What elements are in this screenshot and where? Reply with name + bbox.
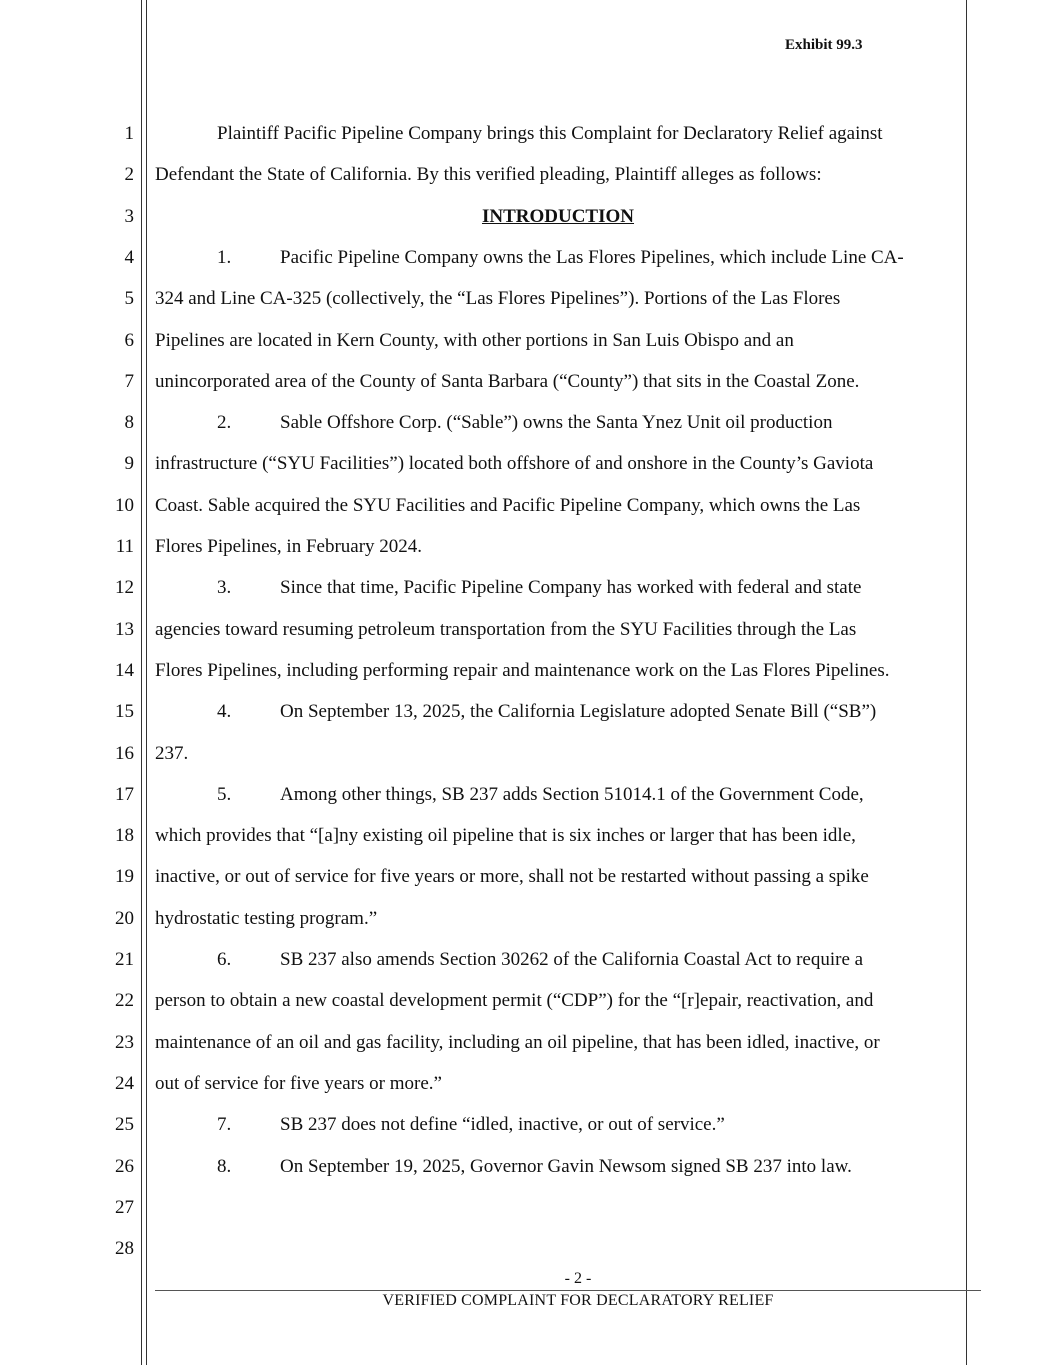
exhibit-label: Exhibit 99.3 (785, 37, 863, 53)
paragraph-number: 8. (217, 1155, 232, 1177)
line-number: 5 (124, 288, 134, 310)
paragraph-first-line: Sable Offshore Corp. (“Sable”) owns the Santa Ynez Unit oil production (280, 412, 833, 434)
line-number: 10 (115, 494, 134, 516)
paragraph-number: 3. (217, 577, 232, 599)
line-number: 20 (115, 907, 134, 929)
paragraph-line: Pipelines are located in Kern County, with other portions in San Luis Obispo and an (155, 329, 794, 351)
paragraph-line: infrastructure (“SYU Facilities”) located both offshore of and onshore in the County’s Gaviota (155, 453, 874, 475)
line-number: 2 (124, 164, 134, 186)
line-number: 6 (124, 329, 134, 351)
line-number: 8 (124, 412, 134, 434)
paragraph-line: inactive, or out of service for five years or more, shall not be restarted without passing a spike (155, 866, 869, 888)
paragraph-first-line: SB 237 also amends Section 30262 of the California Coastal Act to require a (280, 949, 864, 970)
line-number: 4 (124, 246, 134, 268)
line-number: 11 (115, 536, 134, 557)
intro-line: Defendant the State of California. By this verified pleading, Plaintiff alleges as follows: (155, 164, 822, 186)
paragraph-line: Coast. Sable acquired the SYU Facilities and Pacific Pipeline Company, which owns the Las (155, 494, 861, 516)
intro-line: Plaintiff Pacific Pipeline Company brings this Complaint for Declaratory Relief against (217, 123, 883, 144)
paragraph-line: agencies toward resuming petroleum transportation from the SYU Facilities through the Las (155, 618, 857, 640)
footer-rule (155, 1290, 981, 1291)
line-number: 24 (115, 1072, 134, 1094)
line-number: 9 (124, 453, 134, 475)
left-margin-rule-inner (146, 0, 147, 1365)
paragraph-number: 2. (217, 412, 232, 434)
paragraph-number: 7. (217, 1114, 232, 1136)
line-number: 18 (115, 825, 134, 847)
line-number: 12 (115, 577, 134, 599)
left-margin-rule-outer (141, 0, 142, 1365)
line-number: 25 (115, 1114, 134, 1136)
line-number: 21 (115, 949, 134, 970)
line-number: 16 (115, 742, 134, 764)
section-heading: INTRODUCTION (481, 205, 635, 227)
paragraph-number: 5. (217, 783, 232, 805)
footer-title: VERIFIED COMPLAINT FOR DECLARATORY RELIEF (382, 1292, 774, 1309)
line-number: 23 (115, 1031, 134, 1053)
line-number: 13 (115, 618, 134, 640)
paragraph-line: unincorporated area of the County of Santa Barbara (“County”) that sits in the Coastal Zone. (155, 370, 860, 392)
paragraph-line: Flores Pipelines, including performing repair and maintenance work on the Las Flores Pipelines. (155, 659, 890, 681)
line-number: 1 (124, 123, 134, 144)
paragraph-line: out of service for five years or more.” (155, 1072, 442, 1094)
paragraph-first-line: Since that time, Pacific Pipeline Company has worked with federal and state (280, 577, 862, 599)
line-number: 28 (115, 1238, 134, 1260)
line-number: 17 (115, 783, 134, 805)
paragraph-number: 1. (217, 246, 232, 268)
paragraph-number: 4. (217, 701, 232, 723)
paragraph-line: 324 and Line CA-325 (collectively, the “Las Flores Pipelines”). Portions of the Las Flores (155, 288, 841, 310)
paragraph-first-line: SB 237 does not define “idled, inactive, or out of service.” (280, 1114, 725, 1136)
paragraph-number: 6. (217, 949, 232, 970)
paragraph-first-line: Pacific Pipeline Company owns the Las Flores Pipelines, which include Line CA- (280, 246, 904, 268)
paragraph-line: person to obtain a new coastal development permit (“CDP”) for the “[r]epair, reactivation, and (155, 990, 874, 1012)
line-number: 22 (115, 990, 134, 1012)
line-number: 26 (115, 1155, 134, 1177)
line-number: 19 (115, 866, 134, 888)
paragraph-first-line: On September 19, 2025, Governor Gavin Newsom signed SB 237 into law. (280, 1155, 852, 1177)
paragraph-first-line: Among other things, SB 237 adds Section 51014.1 of the Government Code, (280, 783, 864, 805)
paragraph-line: 237. (155, 742, 189, 764)
paragraph-line: Flores Pipelines, in February 2024. (155, 536, 423, 557)
line-number: 14 (115, 659, 134, 681)
line-number: 15 (115, 701, 134, 723)
line-number: 3 (124, 205, 134, 227)
paragraph-line: maintenance of an oil and gas facility, including an oil pipeline, that has been idled, inactive, or (155, 1031, 880, 1053)
line-number: 27 (115, 1196, 134, 1218)
paragraph-line: which provides that “[a]ny existing oil pipeline that is six inches or larger that has been idle, (155, 825, 856, 847)
paragraph-first-line: On September 13, 2025, the California Legislature adopted Senate Bill (“SB”) (280, 701, 877, 723)
page-number: - 2 - (564, 1270, 592, 1287)
right-margin-rule (966, 0, 967, 1365)
paragraph-line: hydrostatic testing program.” (155, 907, 378, 929)
line-number: 7 (124, 370, 134, 392)
